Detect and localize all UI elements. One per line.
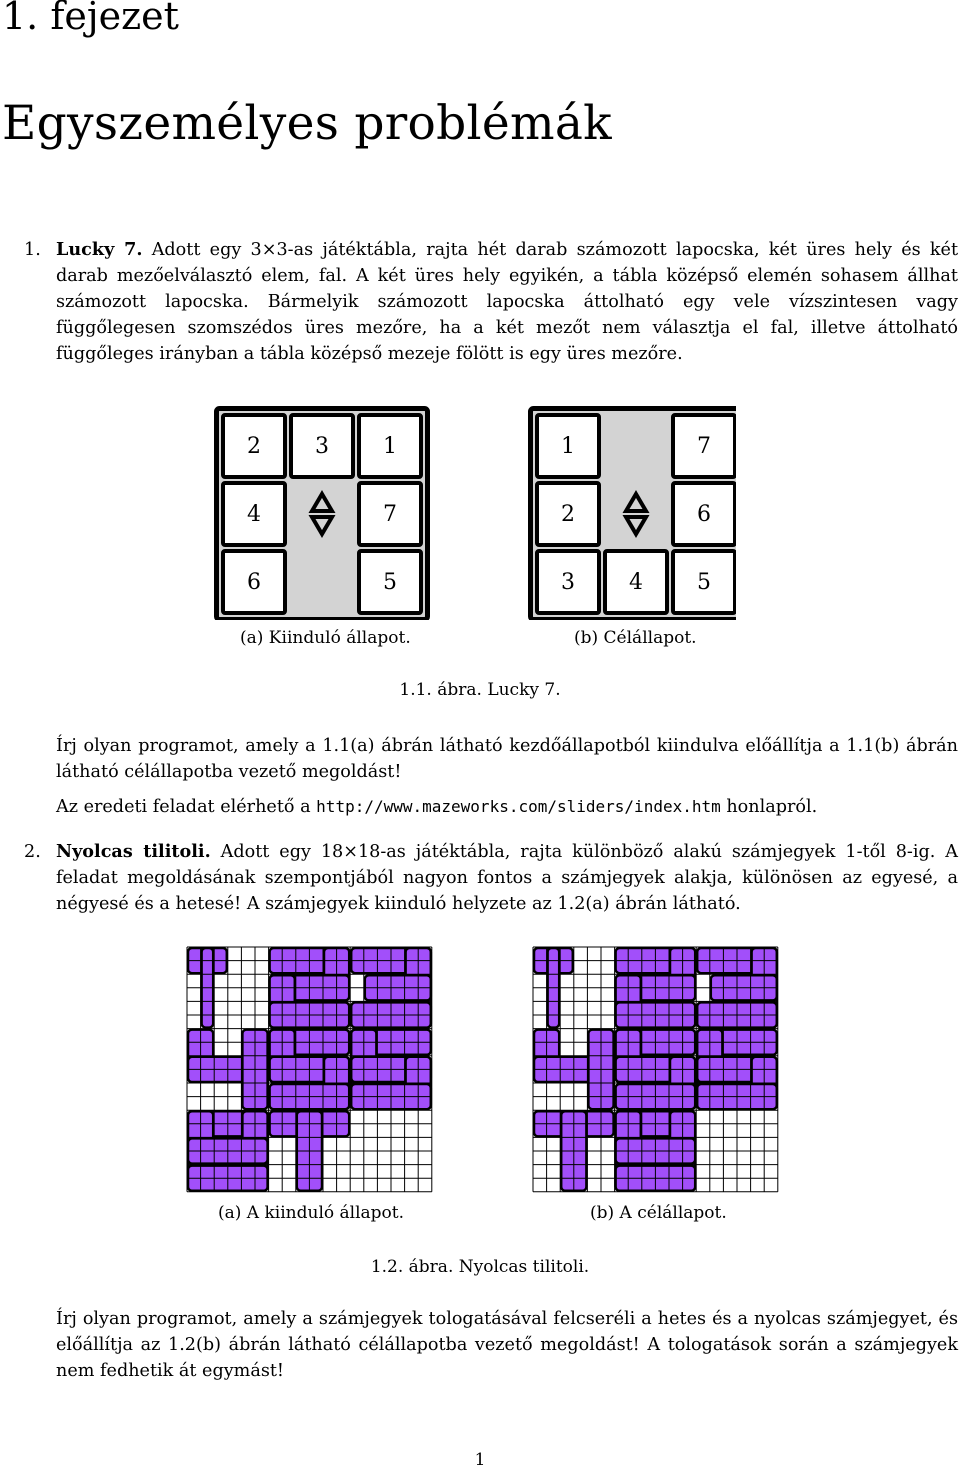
problem-1-number: 1. — [24, 240, 41, 260]
lucky7-tile-number: 2 — [247, 434, 261, 459]
problem-2-task: Írj olyan programot, amely a számjegyek tologatásával felcseréli a hetes és a nyolcas számjegyet, és előállítja az 1.2(b) ábrán látható célállapotba vezető megoldást! A tologatások során a számjegyek nem fedhetik át egymást! — [56, 1309, 958, 1381]
figure-1-caption-a: (a) Kiinduló állapot. — [240, 628, 411, 648]
lucky7-tile-number: 6 — [247, 570, 261, 595]
lucky7-tile-number: 2 — [561, 502, 575, 527]
figure-2-title: 1.2. ábra. Nyolcas tilitoli. — [370, 1257, 590, 1277]
tilitoli-grid-initial — [186, 946, 436, 1196]
problem-2-number: 2. — [24, 842, 41, 862]
lucky7-tile-number: 4 — [247, 502, 261, 527]
lucky7-board-goal — [531, 409, 737, 620]
lucky7-tile-number: 3 — [561, 570, 575, 595]
lucky7-tile-number: 6 — [697, 502, 711, 527]
lucky7-tile-number: 4 — [629, 570, 643, 595]
problem-2-text — [56, 839, 958, 917]
problem-1-task: Írj olyan programot, amely a 1.1(a) ábrán látható kezdőállapotból kiindulva előállítja a 1.1(b) ábrán látható célállapotba vezető megoldást! — [56, 736, 958, 782]
problem-2-description: Adott egy 18×18-as játéktábla, rajta különböző alakú számjegyek 1-től 8-ig. A feladat megoldásának szempontjából nagyon fontos a számjegyek alakja, különösen az egyesé, a négyesé és a hetesé! A számjegyek kiinduló helyzete az 1.2(a) ábrán látható. — [56, 842, 958, 914]
figure-1-caption-b: (b) Célállapot. — [574, 628, 697, 648]
problem-1-text — [56, 237, 958, 367]
lucky7-board-initial — [217, 409, 428, 620]
lucky7-figure — [214, 406, 736, 620]
figure-1-title: 1.1. ábra. Lucky 7. — [399, 680, 561, 700]
lucky7-tile-number: 7 — [383, 502, 397, 527]
lucky7-tile-number: 3 — [315, 434, 329, 459]
source-prefix: Az eredeti feladat elérhető a — [56, 797, 311, 817]
lucky7-tile-number: 5 — [697, 570, 711, 595]
source-suffix: honlapról. — [726, 797, 818, 817]
source-url-link[interactable]: http://www.mazeworks.com/sliders/index.htm — [316, 797, 721, 816]
page-number: 1 — [474, 1450, 486, 1470]
lucky7-tile-number: 1 — [561, 434, 575, 459]
lucky7-tile-number: 1 — [383, 434, 397, 459]
chapter-title: Egyszemélyes problémák — [2, 96, 612, 151]
figure-2-caption-b: (b) A célállapot. — [590, 1203, 727, 1223]
problem-2-name: Nyolcas tilitoli. — [56, 841, 211, 862]
problem-1-name: Lucky 7. — [56, 239, 143, 260]
lucky7-tile-number: 5 — [383, 570, 397, 595]
figure-2-caption-a: (a) A kiinduló állapot. — [218, 1203, 405, 1223]
tilitoli-grid-goal — [532, 946, 782, 1196]
lucky7-tile-number: 7 — [697, 434, 711, 459]
problem-1-source — [56, 794, 958, 820]
chapter-heading: 1. fejezet — [2, 0, 179, 38]
problem-1-description: Adott egy 3×3-as játéktábla, rajta hét darab számozott lapocska, két üres hely és két darab mezőelválasztó elem, fal. A két üres hely egyikén, a tábla középső elemén sohasem állhat számozott lapocska. Bármelyik számozott lapocska áttolható egy vele vízszintesen vagy függőlegesen szomszédos üres mezőre, ha a két mezőt nem választja el fal, illetve áttolható függőleges irányban a tábla középső mezeje fölött is egy üres mezőre. — [56, 240, 959, 364]
